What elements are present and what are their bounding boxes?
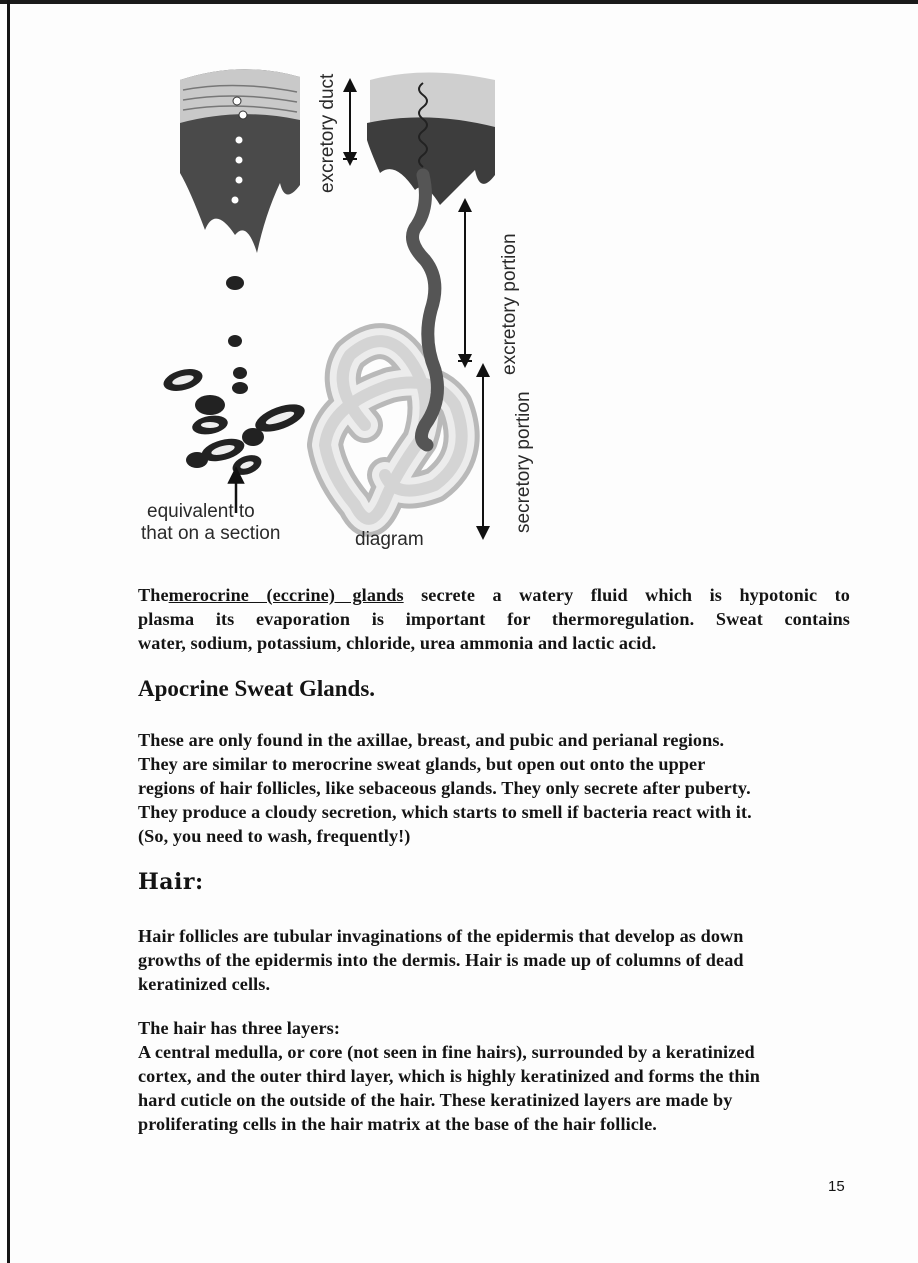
- sweat-gland-figure: [135, 55, 545, 560]
- apocrine-line: They produce a cloudy secretion, which starts to smell if bacteria react with it.: [138, 802, 752, 822]
- merocrine-line-3: water, sodium, potassium, chloride, urea ammonia and lactic acid.: [138, 633, 657, 653]
- hair-heading: Hair:: [138, 869, 204, 895]
- hair-layers-paragraph: [138, 1016, 760, 1136]
- section-epidermis: [180, 69, 300, 253]
- layers-line: proliferating cells in the hair matrix at the base of the hair follicle.: [138, 1114, 657, 1134]
- merocrine-line-1: [138, 583, 850, 607]
- hair-paragraph: [138, 924, 744, 996]
- merocrine-line-2: plasma its evaporation is important for thermoregulation. Sweat contains: [138, 609, 850, 629]
- layers-line: The hair has three layers:: [138, 1018, 340, 1038]
- apocrine-line: (So, you need to wash, frequently!): [138, 826, 411, 846]
- layers-line: A central medulla, or core (not seen in fine hairs), surrounded by a keratinized: [138, 1042, 755, 1062]
- label-equivalent-line1: equivalent to: [147, 501, 255, 522]
- merocrine-term: merocrine (eccrine) glands: [168, 585, 404, 605]
- apocrine-paragraph: [138, 728, 752, 848]
- hair-line: Hair follicles are tubular invaginations of the epidermis that develop as down: [138, 926, 744, 946]
- hair-line: keratinized cells.: [138, 974, 271, 994]
- apocrine-line: They are similar to merocrine sweat glands, but open out onto the upper: [138, 754, 706, 774]
- scan-edge-left: [7, 0, 10, 1263]
- label-diagram: diagram: [355, 529, 424, 550]
- label-excretory-portion: excretory portion: [499, 233, 520, 375]
- apocrine-line: regions of hair follicles, like sebaceous glands. They only secrete after puberty.: [138, 778, 751, 798]
- merocrine-paragraph: [138, 583, 850, 655]
- layers-line: cortex, and the outer third layer, which is highly keratinized and forms the thin: [138, 1066, 760, 1086]
- scan-edge-top: [0, 0, 918, 4]
- merocrine-prefix: The: [138, 585, 169, 605]
- layers-line: hard cuticle on the outside of the hair. These keratinized layers are made by: [138, 1090, 733, 1110]
- secretory-coil: [325, 341, 462, 519]
- apocrine-heading: Apocrine Sweat Glands.: [138, 676, 376, 701]
- merocrine-line1-rest: secrete a watery fluid which is hypotonic to: [403, 585, 850, 605]
- label-excretory-duct: excretory duct: [317, 73, 338, 193]
- label-equivalent-line2: that on a section: [141, 523, 281, 544]
- page-number: 15: [828, 1178, 845, 1195]
- apocrine-line: These are only found in the axillae, breast, and pubic and perianal regions.: [138, 730, 725, 750]
- hair-line: growths of the epidermis into the dermis. Hair is made up of columns of dead: [138, 950, 744, 970]
- label-secretory-portion: secretory portion: [513, 391, 534, 533]
